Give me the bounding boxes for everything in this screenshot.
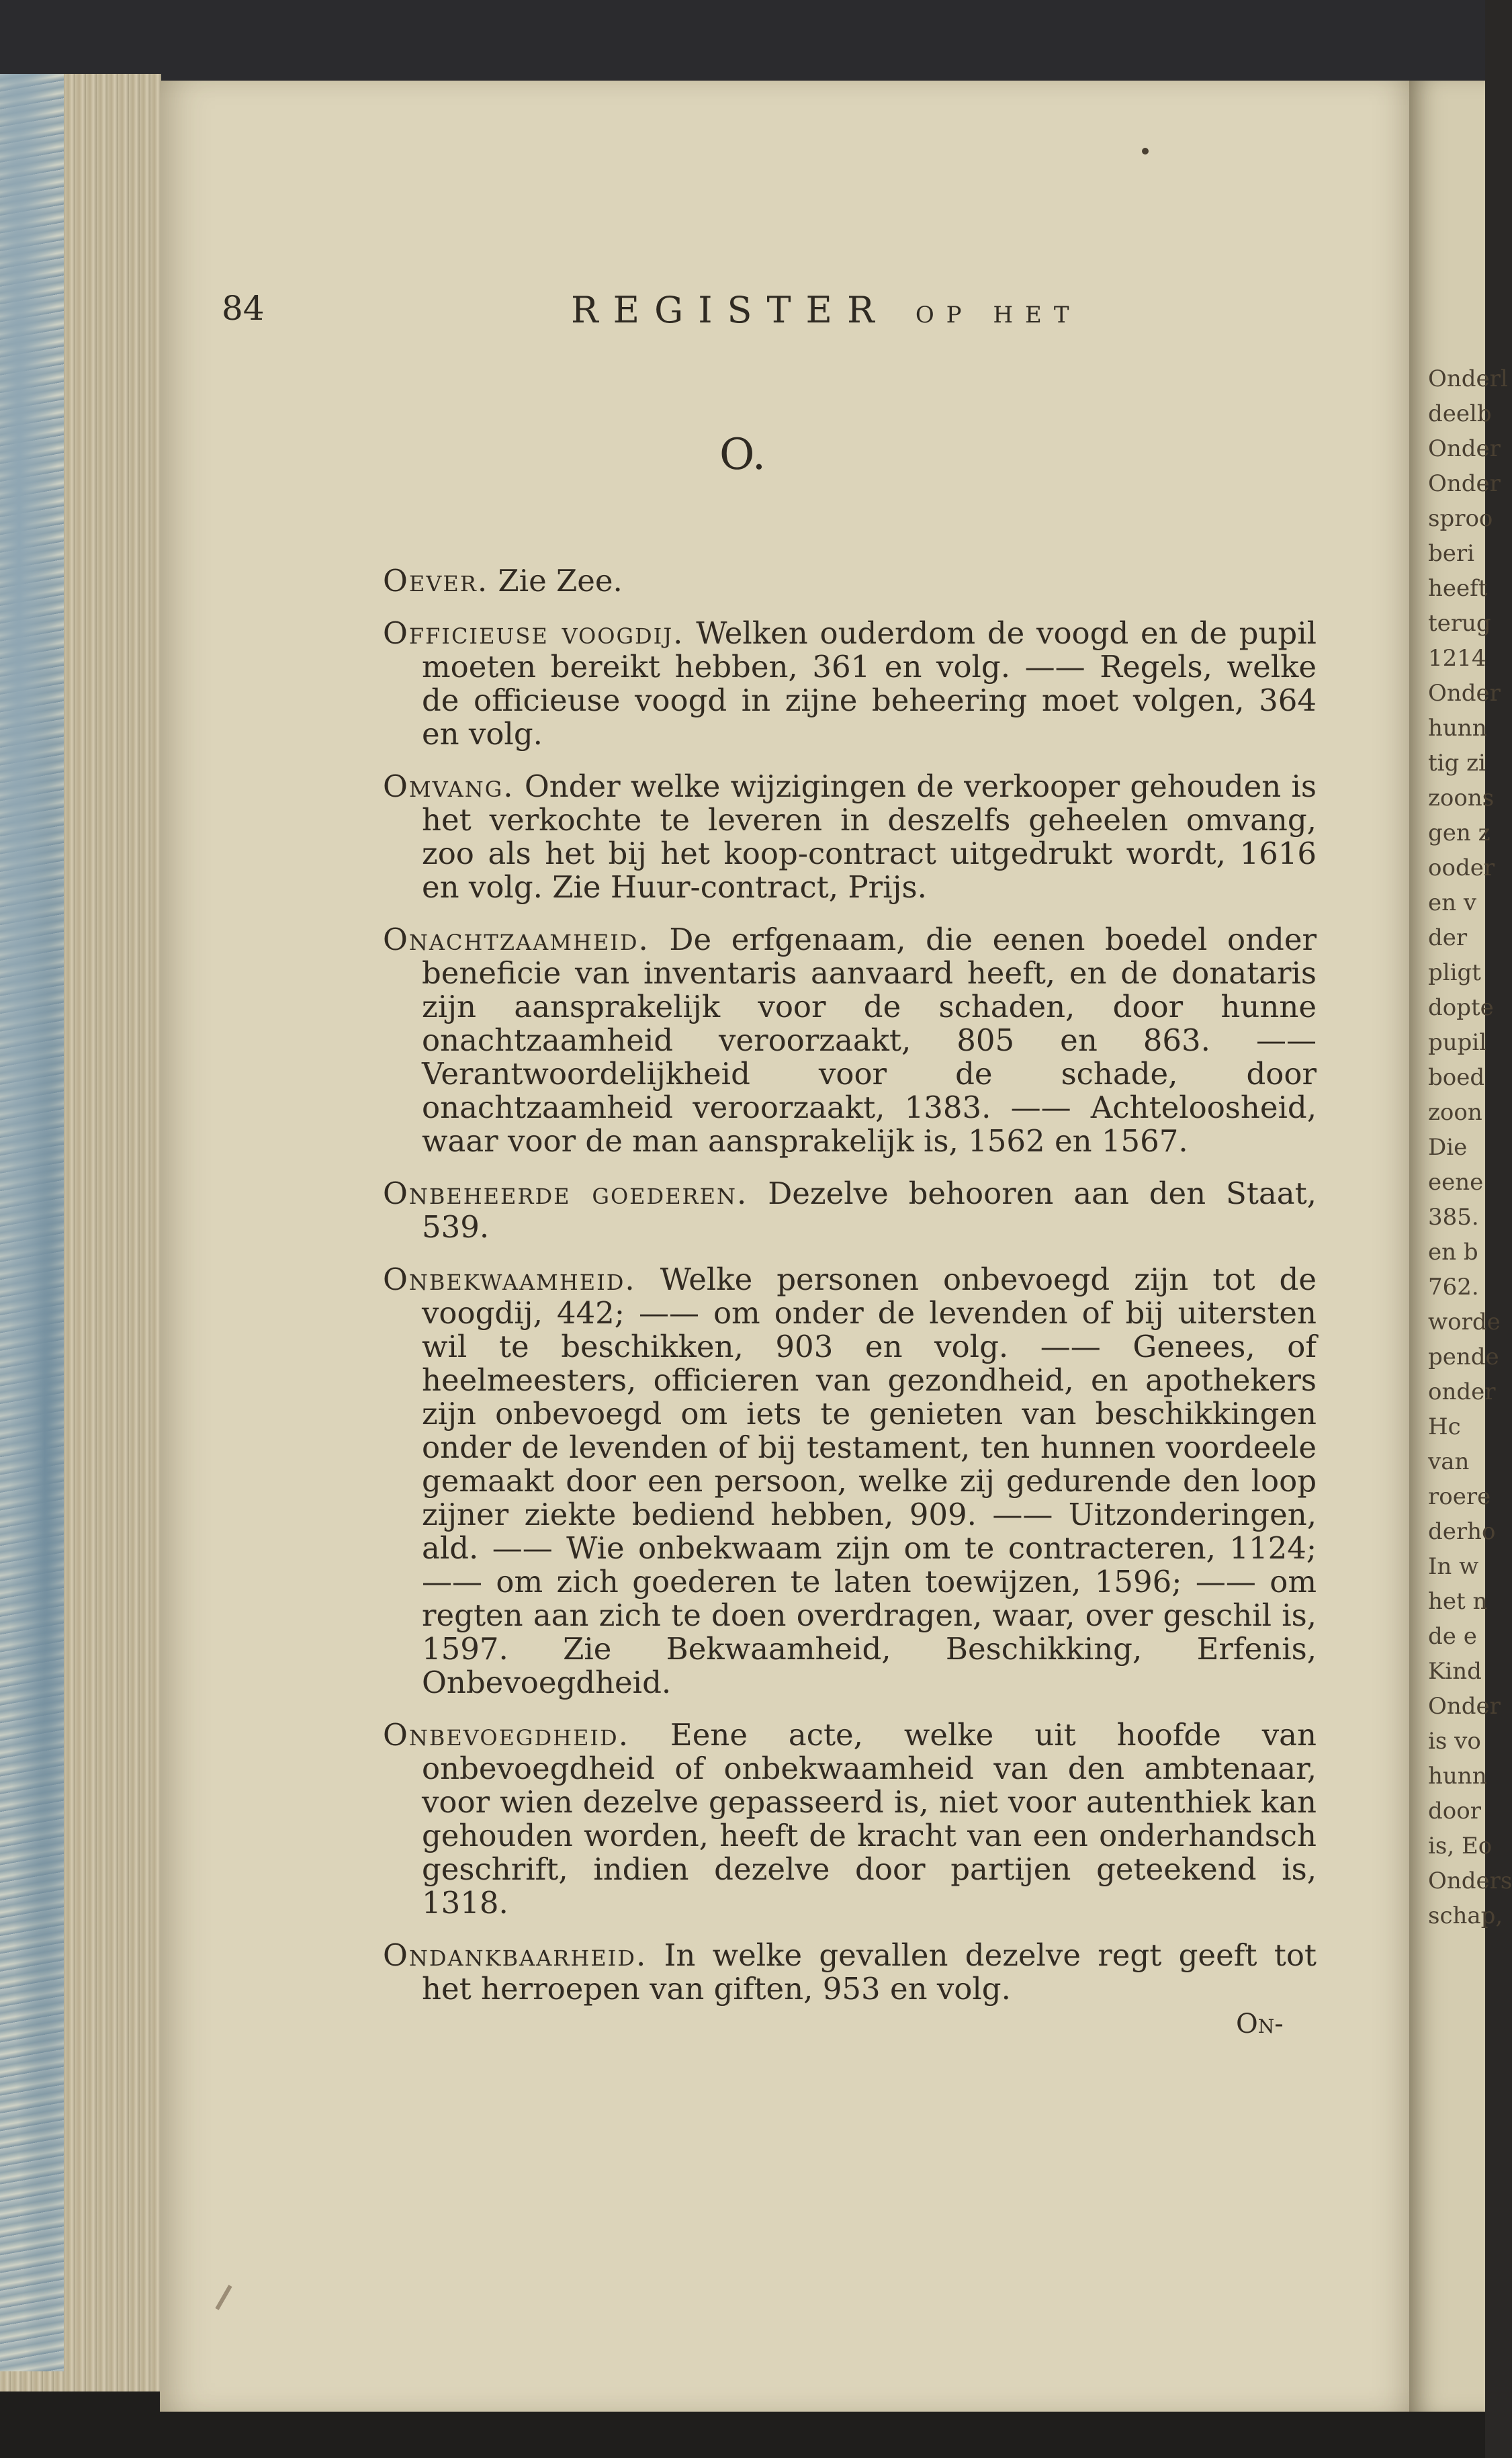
facing-page-fragment: In w bbox=[1428, 1553, 1479, 1580]
entry-text: In welke gevallen dezelve regt geeft tot het herroepen van giften, 953 en volg. bbox=[422, 1937, 1317, 2007]
facing-page-fragment: Die bbox=[1428, 1134, 1468, 1161]
entry-headword: Omvang. bbox=[383, 769, 515, 804]
entry-headword: Onbevoegdheid. bbox=[383, 1717, 629, 1753]
facing-page-fragment: 1214 bbox=[1428, 645, 1486, 672]
page-number: 84 bbox=[222, 289, 265, 328]
facing-page-fragment: der bbox=[1428, 924, 1468, 951]
facing-page-fragment: is, Eo bbox=[1428, 1833, 1493, 1859]
facing-page-fragment: ooder bbox=[1428, 854, 1495, 881]
facing-page-fragment: Hc bbox=[1428, 1413, 1461, 1440]
entry-headword: Onachtzaamheid. bbox=[383, 922, 650, 957]
facing-page-fragment: pende bbox=[1428, 1344, 1499, 1370]
facing-page-fragment: tig zi bbox=[1428, 750, 1486, 777]
facing-page-fragment: Onders bbox=[1428, 1868, 1512, 1894]
register-entry bbox=[383, 1263, 1317, 1700]
facing-page-fragment: door bbox=[1428, 1798, 1481, 1825]
facing-page-fragment: roere bbox=[1428, 1483, 1491, 1510]
facing-page-fragment: 385. bbox=[1428, 1204, 1479, 1231]
entry-text: Onder welke wijzigingen de verkooper gehouden is het verkochte te leveren in deszelfs geheelen omvang, zoo als het bij het koop-contract uitgedrukt wordt, 1616 en volg. Zie Huur-contract, Prijs. bbox=[422, 769, 1317, 905]
facing-page-fragment: en b bbox=[1428, 1239, 1478, 1266]
facing-page-fragment: en v bbox=[1428, 889, 1477, 916]
register-entry bbox=[383, 1718, 1317, 1920]
register-entry bbox=[383, 1939, 1317, 2006]
facing-page-fragment: schap, bbox=[1428, 1902, 1503, 1929]
facing-page-fragment: de e bbox=[1428, 1623, 1477, 1650]
facing-page-fragment: het n bbox=[1428, 1588, 1488, 1615]
running-head bbox=[222, 289, 1310, 343]
register-entry bbox=[383, 617, 1317, 751]
facing-page-fragment: Onder bbox=[1428, 1693, 1501, 1720]
facing-page-fragment: Onderl bbox=[1428, 365, 1508, 392]
entry-text: Dezelve behooren aan den Staat, 539. bbox=[422, 1176, 1317, 1245]
facing-page-fragment: dopte bbox=[1428, 994, 1494, 1021]
facing-page-fragment: is vo bbox=[1428, 1728, 1481, 1755]
facing-page-fragment: Kind bbox=[1428, 1658, 1482, 1685]
register-entry bbox=[383, 923, 1317, 1158]
facing-page-fragment: pligt bbox=[1428, 959, 1481, 986]
facing-page-fragment: 762. bbox=[1428, 1274, 1479, 1301]
entry-headword: Onbeheerde goederen. bbox=[383, 1176, 748, 1211]
facing-page-fragment: onder bbox=[1428, 1378, 1496, 1405]
facing-page-fragment: deelb bbox=[1428, 400, 1492, 427]
facing-page-fragment: gen z bbox=[1428, 820, 1491, 846]
entry-headword: Officieuse voogdij. bbox=[383, 615, 684, 651]
entry-text: Welken ouderdom de voogd en de pupil moeten bereikt hebben, 361 en volg. —— Regels, welke de officieuse voogd in zijne beheering moet volgen, 364 en volg. bbox=[422, 615, 1317, 752]
entry-headword: Onbekwaamheid. bbox=[383, 1262, 636, 1297]
facing-page-fragment: sproo bbox=[1428, 505, 1493, 532]
facing-page-fragment: pupil bbox=[1428, 1029, 1487, 1056]
register-entry bbox=[383, 1177, 1317, 1244]
running-title bbox=[571, 289, 1081, 331]
facing-page-fragment: hunn bbox=[1428, 715, 1487, 742]
facing-page-fragment: worde bbox=[1428, 1309, 1501, 1335]
facing-page-fragment: eene bbox=[1428, 1169, 1484, 1196]
facing-page-fragment: zoons bbox=[1428, 785, 1495, 811]
entry-text: De erfgenaam, die eenen boedel onder beneficie van inventaris aanvaard heeft, en de donataris zijn aansprakelijk voor de schaden, door hunne onachtzaamheid veroorzaakt, 805 en 863. —— Verantwoordelijkheid voor de schade, door onachtzaamheid veroorzaakt, 1383. —— Achteloosheid, waar voor de man aansprakelijk is, 1562 en 1567. bbox=[422, 922, 1317, 1159]
register-entry bbox=[383, 564, 1317, 598]
facing-page-fragment: Onder bbox=[1428, 470, 1501, 497]
top-background bbox=[0, 0, 1485, 87]
facing-page-fragment: beri bbox=[1428, 540, 1475, 567]
ink-speck bbox=[1142, 148, 1149, 155]
entry-text: Eene acte, welke uit hoofde van onbevoegdheid of onbekwaamheid van den ambtenaar, voor wien dezelve gepasseerd is, niet voor autenthiek kan gehouden worden, heeft de kracht van een onderhandsch geschrift, indien dezelve door partijen geteekend is, 1318. bbox=[422, 1717, 1317, 1921]
facing-page-fragment: zoon bbox=[1428, 1099, 1482, 1126]
catchword: On- bbox=[1236, 2009, 1284, 2039]
entry-headword: Oever. bbox=[383, 563, 489, 599]
entry-text: Welke personen onbevoegd zijn tot de voogdij, 442; —— om onder de levenden of bij uitersten wil te beschikken, 903 en volg. —— Genees, of heelmeesters, officieren van gezondheid, en apothekers zijn onbevoegd om iets te genieten van beschikkingen onder de levenden of bij testament, ten hunnen voordeele gemaakt door een persoon, welke zij gedurende den loop zijner ziekte bediend hebben, 909. —— Uitzonderingen, ald. —— Wie onbekwaam zijn om te contracteren, 1124; —— om zich goederen te laten toewijzen, 1596; —— om regten aan zich te doen overdragen, waar, over geschil is, 1597. Zie Bekwaamheid, Beschikking, Erfenis, Onbevoegdheid. bbox=[422, 1262, 1317, 1700]
facing-page-fragment: boed bbox=[1428, 1064, 1485, 1091]
facing-page-fragment: terug bbox=[1428, 610, 1491, 637]
facing-page-fragment: van bbox=[1428, 1448, 1470, 1475]
entry-headword: Ondankbaarheid. bbox=[383, 1937, 648, 1973]
marbled-cover-edge bbox=[0, 74, 64, 2371]
facing-page-fragment: heeft bbox=[1428, 575, 1488, 602]
entry-text: Zie Zee. bbox=[488, 563, 623, 599]
facing-page-fragment: hunn bbox=[1428, 1763, 1487, 1790]
facing-page-fragment: Onder bbox=[1428, 680, 1501, 707]
running-title-small: OP HET bbox=[915, 302, 1081, 328]
register-entries bbox=[383, 564, 1317, 2025]
running-title-main: REGISTER bbox=[571, 289, 889, 331]
register-entry bbox=[383, 770, 1317, 904]
section-letter: O. bbox=[719, 430, 766, 480]
facing-page-fragment: Onder bbox=[1428, 435, 1501, 462]
facing-page-fragment: derho bbox=[1428, 1518, 1496, 1545]
